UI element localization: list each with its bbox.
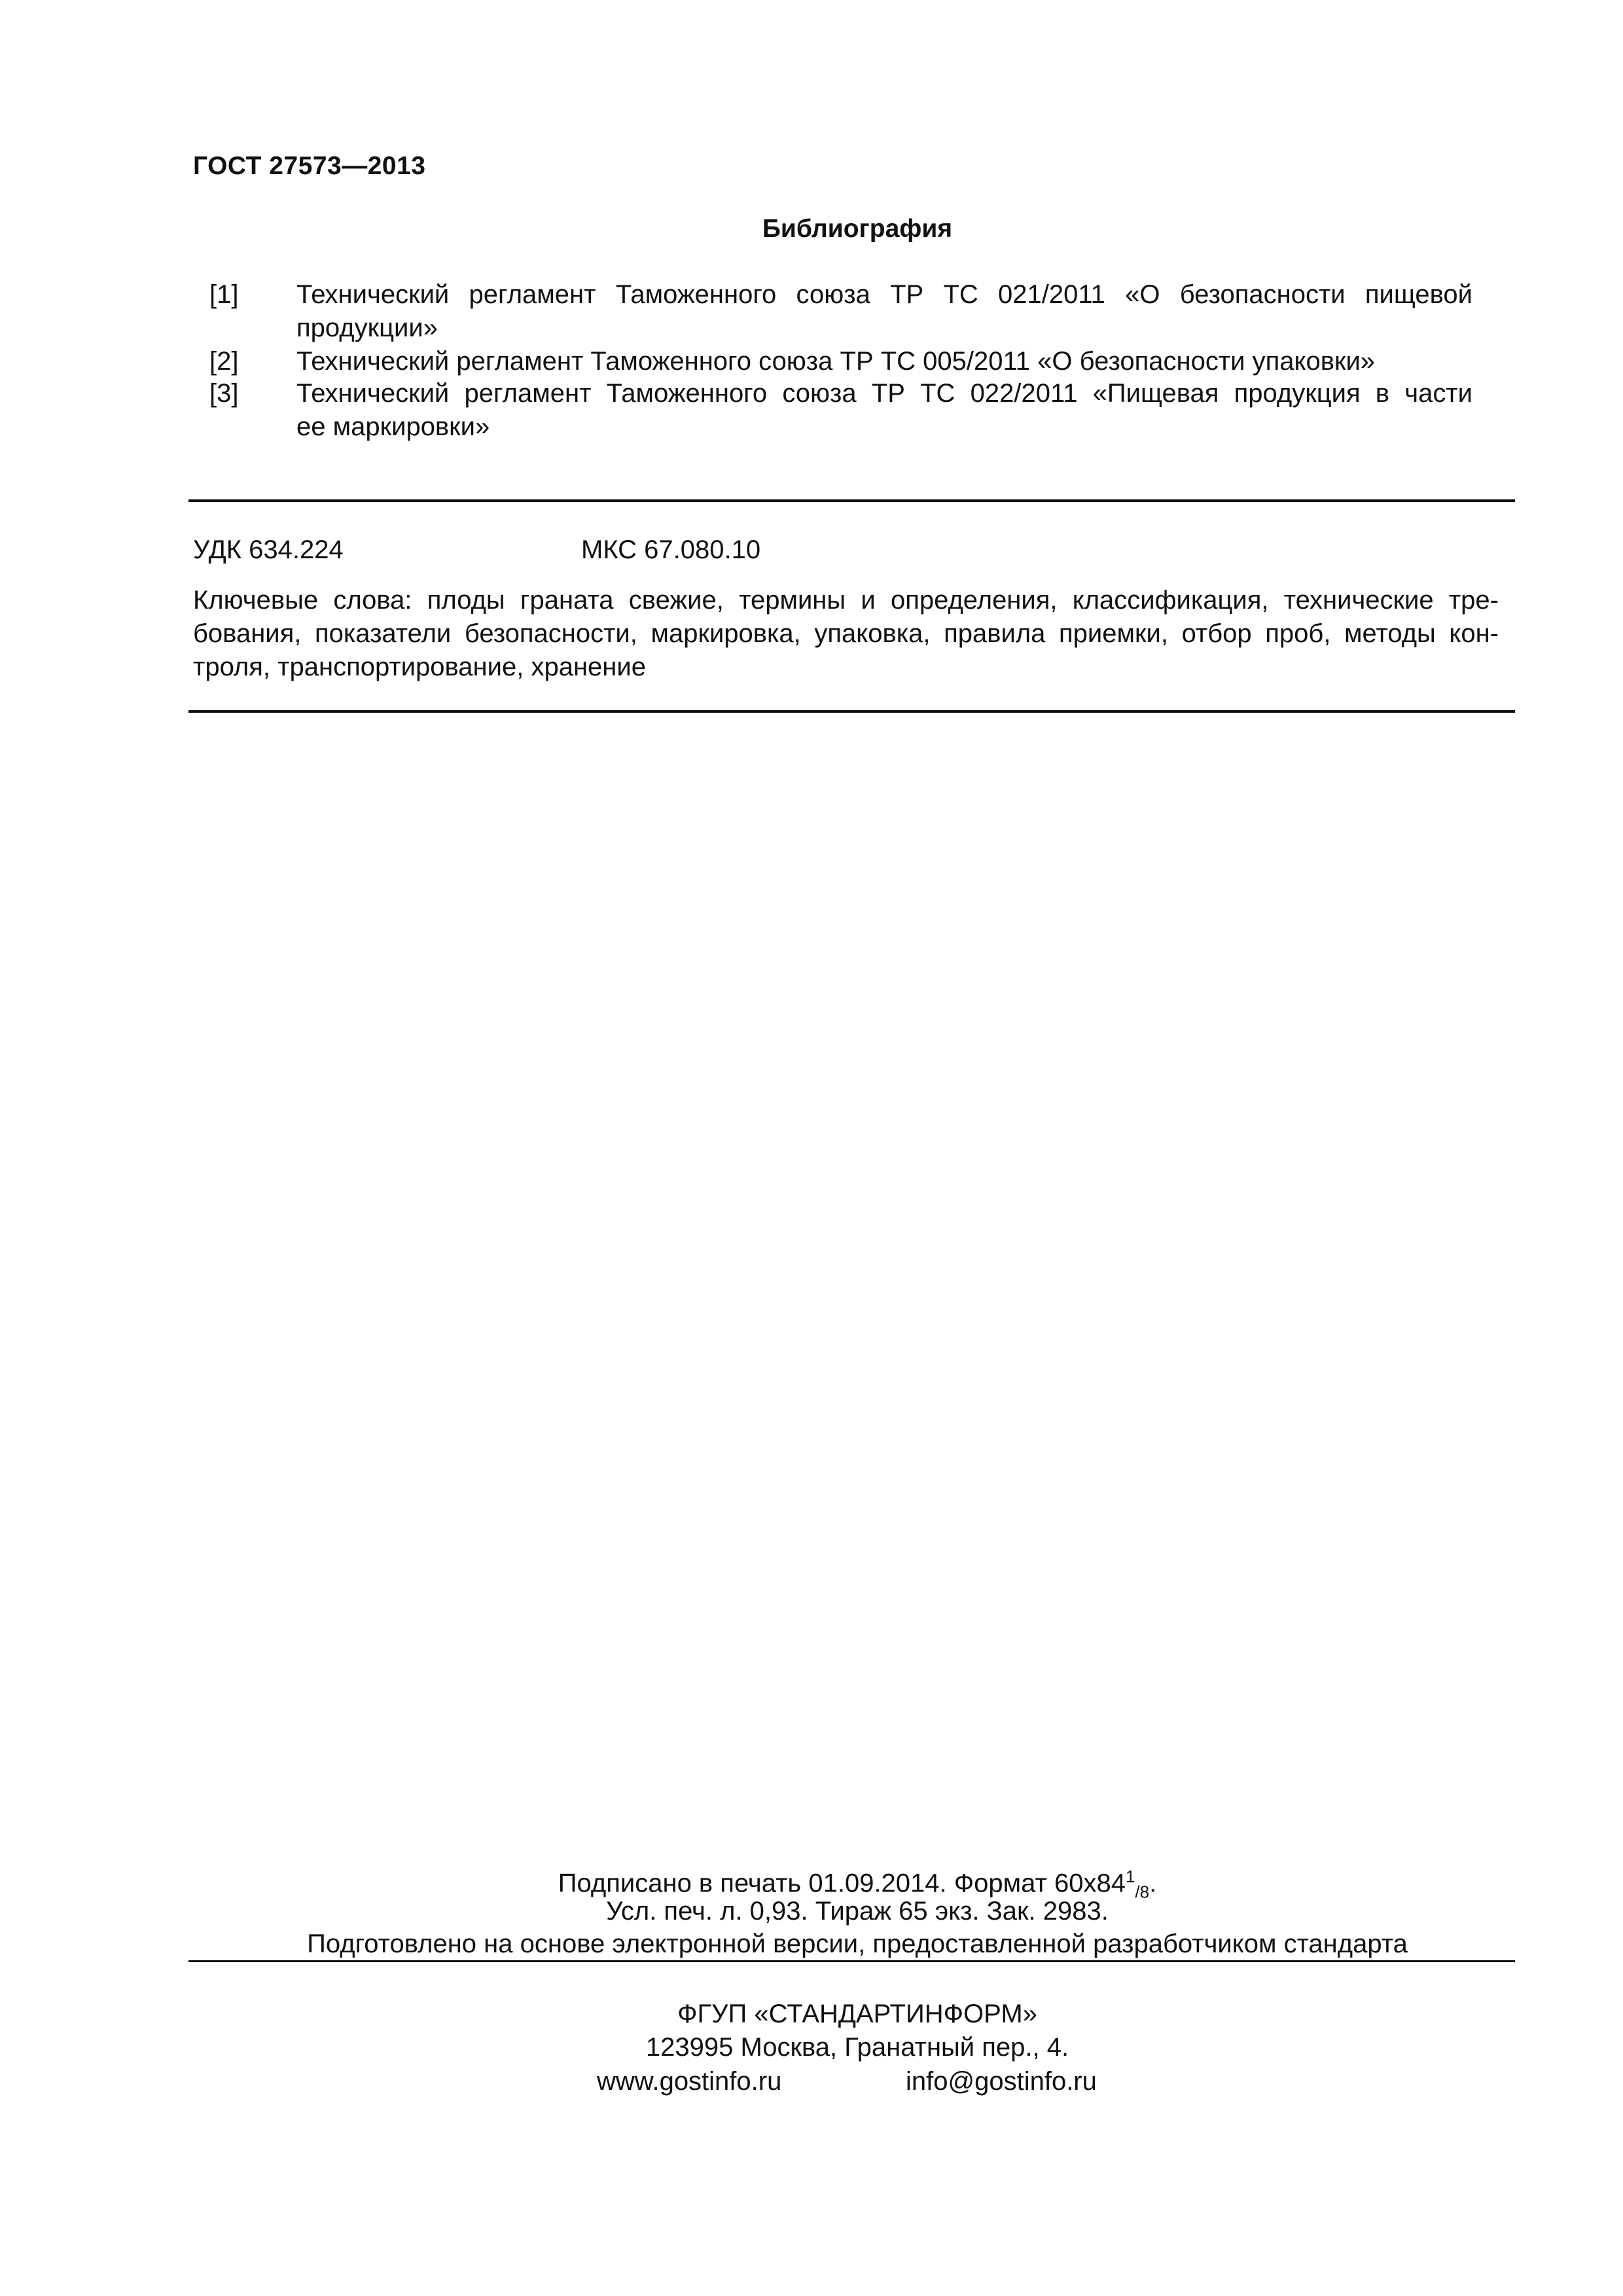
publisher-email-link[interactable]: info@gostinfo.ru bbox=[906, 2067, 1097, 2096]
keywords-line: Ключевые слова: плоды граната свежие, термины и определения, классификация, технические тре- bbox=[193, 586, 1499, 615]
bibliography-item-number: [1] bbox=[209, 280, 239, 309]
divider-middle bbox=[188, 710, 1515, 713]
publisher-address: 123995 Москва, Гранатный пер., 4. bbox=[645, 2033, 1069, 2062]
bibliography-item-number: [3] bbox=[209, 379, 239, 408]
bibliography-item-2 bbox=[209, 345, 1472, 378]
prepared-note: Подготовлено на основе электронной версии, предоставленной разработчиком стандарта bbox=[307, 1929, 1408, 1958]
publisher-name: ФГУП «СТАНДАРТИНФОРМ» bbox=[677, 2000, 1037, 2028]
keywords-line: троля, транспортирование, хранение bbox=[193, 653, 646, 681]
print-signed-suffix: . bbox=[1149, 1869, 1157, 1898]
udk-code: УДК 634.224 bbox=[193, 535, 344, 564]
bibliography-item-continuation: ее маркировки» bbox=[296, 412, 490, 441]
divider-bottom bbox=[188, 1960, 1515, 1962]
bibliography-item-text: Технический регламент Таможенного союза ТР ТС 021/2011 «О безопасности пищевой bbox=[296, 280, 1472, 309]
bibliography-item-number: [2] bbox=[209, 347, 239, 376]
divider-top bbox=[188, 499, 1515, 502]
bibliography-item-1 bbox=[209, 278, 1472, 345]
mks-code: МКС 67.080.10 bbox=[581, 535, 761, 564]
print-info: Усл. печ. л. 0,93. Тираж 65 экз. Зак. 2983. bbox=[606, 1897, 1109, 1926]
keywords bbox=[193, 584, 1499, 684]
document-code: ГОСТ 27573—2013 bbox=[193, 152, 426, 180]
print-signed-text: Подписано в печать 01.09.2014. Формат 60х84 bbox=[558, 1869, 1126, 1898]
bibliography-title: Библиография bbox=[762, 215, 953, 243]
bibliography-item-text: Технический регламент Таможенного союза ТР ТС 005/2011 «О безопасности упаковки» bbox=[296, 347, 1376, 376]
publisher-website-link[interactable]: www.gostinfo.ru bbox=[597, 2067, 782, 2096]
bibliography-item-continuation: продукции» bbox=[296, 314, 438, 342]
bibliography-item-text: Технический регламент Таможенного союза ТР ТС 022/2011 «Пищевая продукция в части bbox=[296, 379, 1472, 408]
bibliography-item-3 bbox=[209, 377, 1472, 444]
keywords-line: бования, показатели безопасности, маркировка, упаковка, правила приемки, отбор проб, методы кон- bbox=[193, 619, 1499, 648]
format-superscript: 1 bbox=[1125, 1867, 1135, 1886]
format-subscript: /8 bbox=[1135, 1882, 1150, 1902]
